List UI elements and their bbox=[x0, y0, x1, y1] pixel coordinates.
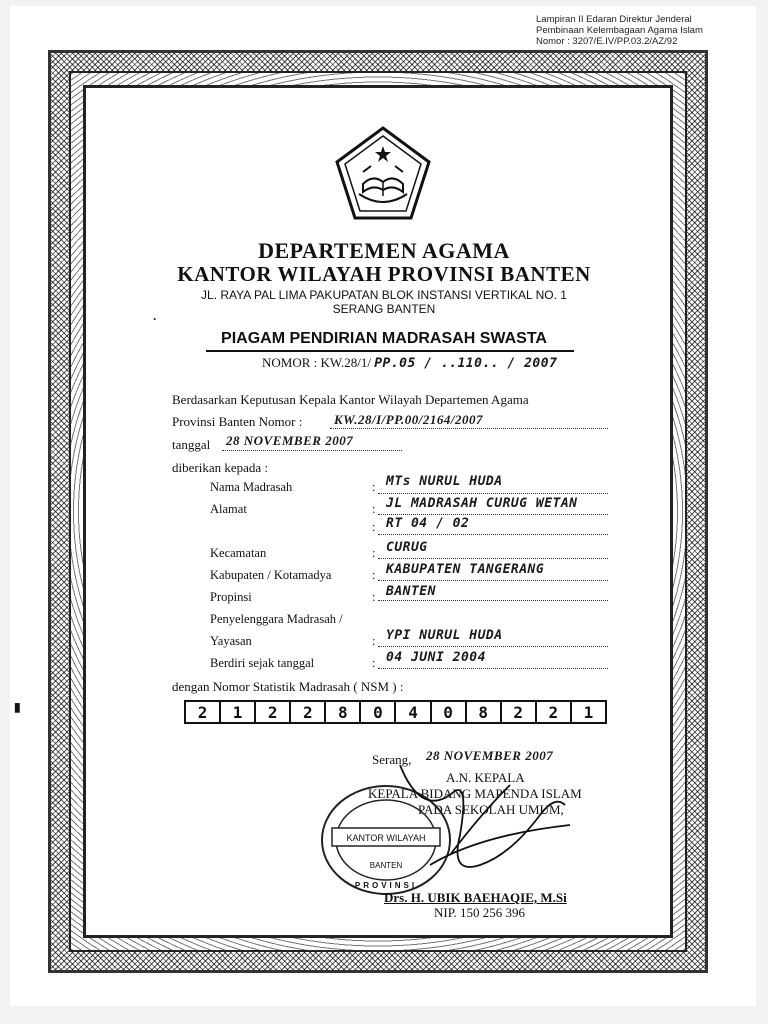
field-value-yayasan: YPI NURUL HUDA bbox=[386, 628, 503, 643]
decree-number-label: Provinsi Banten Nomor : bbox=[172, 414, 303, 429]
field-label-berdiri: Berdiri sejak tanggal bbox=[210, 656, 315, 670]
decree-date-value: 28 NOVEMBER 2007 bbox=[226, 433, 354, 448]
ministry-title: DEPARTEMEN AGAMA bbox=[258, 238, 510, 263]
certificate-number-value: PP.05 / ..110.. / 2007 bbox=[374, 356, 558, 371]
field-dots bbox=[378, 600, 608, 601]
nsm-digit: 8 bbox=[326, 702, 361, 722]
nsm-grid bbox=[184, 700, 607, 724]
field-label-propinsi: Propinsi bbox=[210, 590, 252, 604]
field-value-berdiri: 04 JUNI 2004 bbox=[386, 650, 486, 665]
certificate-number-label: NOMOR : KW.28/1/ bbox=[262, 355, 371, 370]
field-label-kabupaten: Kabupaten / Kotamadya bbox=[210, 568, 332, 582]
nsm-digit: 1 bbox=[221, 702, 256, 722]
stamp-ring-text: PROVINSI bbox=[354, 881, 418, 890]
field-colon: : bbox=[372, 546, 376, 560]
office-city: SERANG BANTEN bbox=[332, 302, 436, 316]
title-underline bbox=[206, 350, 574, 352]
signing-place: Serang, bbox=[372, 752, 412, 767]
field-colon: : bbox=[372, 634, 376, 648]
reference-line-2: Pembinaan Kelembagaan Agama Islam bbox=[536, 25, 703, 36]
field-colon: : bbox=[372, 568, 376, 582]
decree-number-value: KW.28/I/PP.00/2164/2007 bbox=[334, 412, 483, 427]
office-title: KANTOR WILAYAH PROVINSI BANTEN bbox=[177, 262, 591, 286]
field-colon: : bbox=[372, 590, 376, 604]
nsm-digit: 0 bbox=[361, 702, 396, 722]
decree-date-label: tanggal bbox=[172, 437, 211, 452]
field-colon: : bbox=[372, 480, 376, 494]
field-value-alamat: JL MADRASAH CURUG WETAN bbox=[386, 496, 578, 511]
signatory-nip: NIP. 150 256 396 bbox=[434, 905, 526, 920]
ministry-emblem-icon bbox=[333, 124, 433, 224]
field-value-alamat-rt: RT 04 / 02 bbox=[386, 516, 470, 531]
field-label-nama-madrasah: Nama Madrasah bbox=[210, 480, 293, 494]
nsm-digit: 2 bbox=[256, 702, 291, 722]
field-dots bbox=[378, 493, 608, 494]
field-colon: : bbox=[372, 502, 376, 516]
decree-intro: Berdasarkan Keputusan Kepala Kantor Wilayah Departemen Agama bbox=[172, 392, 529, 407]
field-label-penyelenggara: Penyelenggara Madrasah / bbox=[210, 612, 343, 626]
field-value-kabupaten: KABUPATEN TANGERANG bbox=[386, 562, 545, 577]
field-value-propinsi: BANTEN bbox=[386, 584, 436, 599]
signatory-name: Drs. H. UBIK BAEHAQIE, M.Si bbox=[384, 890, 567, 905]
field-colon: : bbox=[372, 656, 376, 670]
field-colon: : bbox=[372, 520, 376, 534]
field-dots bbox=[378, 514, 608, 515]
nsm-digit: 2 bbox=[537, 702, 572, 722]
field-dots bbox=[378, 558, 608, 559]
nsm-digit: 1 bbox=[583, 702, 594, 722]
margin-mark: · bbox=[153, 312, 157, 326]
nsm-label: dengan Nomor Statistik Madrasah ( NSM ) : bbox=[172, 679, 404, 694]
handwritten-signature-icon bbox=[390, 755, 580, 895]
margin-mark: ▮ bbox=[14, 700, 21, 714]
stamp-bottom-text: BANTEN bbox=[369, 861, 403, 870]
given-to-label: diberikan kepada : bbox=[172, 460, 269, 475]
office-address: JL. RAYA PAL LIMA PAKUPATAN BLOK INSTANSI VERTIKAL NO. 1 bbox=[201, 288, 567, 302]
reference-line-1: Lampiran II Edaran Direktur Jenderal bbox=[536, 14, 692, 25]
field-dots bbox=[378, 646, 608, 647]
field-label-alamat: Alamat bbox=[210, 502, 247, 516]
field-value-kecamatan: CURUG bbox=[386, 540, 428, 555]
nsm-digit: 4 bbox=[396, 702, 431, 722]
field-label-kecamatan: Kecamatan bbox=[210, 546, 267, 560]
field-dots bbox=[378, 668, 608, 669]
signatory-line-3: PADA SEKOLAH UMUM, bbox=[418, 802, 564, 817]
nsm-digit: 2 bbox=[186, 702, 221, 722]
signatory-line-2: KEPALA BIDANG MAPENDA ISLAM bbox=[368, 786, 582, 801]
field-dots bbox=[378, 534, 608, 535]
field-label-yayasan: Yayasan bbox=[210, 634, 252, 648]
field-value-nama-madrasah: MTs NURUL HUDA bbox=[386, 474, 503, 489]
nsm-digit: 0 bbox=[432, 702, 467, 722]
field-dots bbox=[378, 580, 608, 581]
decree-date-dots bbox=[222, 450, 402, 451]
reference-line-3: Nomor : 3207/E.IV/PP.03.2/AZ/92 bbox=[536, 36, 678, 47]
decree-number-dots bbox=[330, 428, 608, 429]
nsm-digit: 2 bbox=[291, 702, 326, 722]
stamp-center-text: KANTOR WILAYAH bbox=[346, 833, 426, 843]
signing-date: 28 NOVEMBER 2007 bbox=[426, 748, 554, 763]
nsm-digit: 8 bbox=[467, 702, 502, 722]
nsm-digit: 2 bbox=[502, 702, 537, 722]
certificate-title: PIAGAM PENDIRIAN MADRASAH SWASTA bbox=[221, 330, 547, 347]
certificate-number bbox=[262, 355, 557, 371]
signatory-line-1: A.N. KEPALA bbox=[446, 770, 525, 785]
